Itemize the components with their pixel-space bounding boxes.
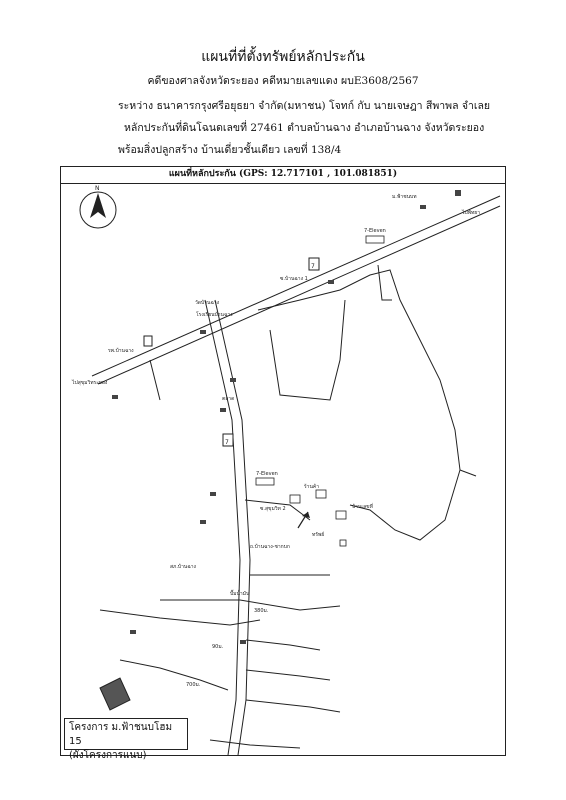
case-line: คดีของศาลจังหวัดระยอง คดีหมายเลขแดง ผบE3608/2567 <box>147 75 419 87</box>
building-line: พร้อมสิ่งปลูกสร้าง บ้านเดี่ยวชั้นเดียว เลขที่ 138/4 <box>118 144 342 156</box>
label-distance-90: 90ม. <box>212 644 224 650</box>
label-soi-2: ซ.สุขุมวิท 2 <box>260 506 286 512</box>
label-station: ปั๊มน้ำมัน <box>230 591 250 597</box>
project-box-line1: โครงการ ม.ฟ้าชนบโฮม 15 <box>69 722 173 747</box>
label-village: ม.ฟ้าชนบท <box>392 194 417 200</box>
project-box <box>64 718 188 761</box>
building-markers <box>112 190 461 644</box>
north-label: N <box>95 185 100 192</box>
label-soi-1: ซ.บ้านฉาง 1 <box>280 276 308 282</box>
label-store-2: 7-Eleven <box>256 471 278 477</box>
label-soi-3: ถ.บ้านฉาง-ชากบก <box>250 544 290 550</box>
label-distance-380: 380ม. <box>254 608 269 614</box>
label-distance-700: 700ม. <box>186 682 201 688</box>
sukhumvit-road-bottom <box>98 206 500 384</box>
label-school: โรงเรียนบ้านฉาง <box>196 312 233 318</box>
label-sukhumvit-right: ไปพัทยา <box>462 210 481 216</box>
north-arrow-icon <box>80 192 116 228</box>
label-store: 7-Eleven <box>364 228 386 234</box>
map-heading: แผนที่หลักประกัน (GPS: 12.717101 , 101.081851) <box>60 166 506 184</box>
collateral-arrow-icon <box>298 512 310 528</box>
svg-text:7: 7 <box>225 439 229 446</box>
project-box-line2: (ผังโครงการแนบ) <box>69 750 147 761</box>
project-site-icon <box>100 678 130 710</box>
parties-line: ระหว่าง ธนาคารกรุงศรีอยุธยา จำกัด(มหาชน) โจทก์ กับ นายเจษฎา สีพาพล จำเลย <box>118 100 491 112</box>
label-sukhumvit-left: ไปสุขุมวิทระยอง <box>72 380 108 386</box>
page-title: แผนที่ที่ตั้งทรัพย์หลักประกัน <box>201 49 365 65</box>
label-market: ตลาด <box>222 396 235 402</box>
label-shop-b: บ้านเลขที่ <box>352 504 373 510</box>
label-collateral: ทรัพย์ <box>312 532 325 538</box>
collateral-line: หลักประกันที่ดินโฉนดเลขที่ 27461 ตำบลบ้านฉาง อำเภอบ้านฉาง จังหวัดระยอง <box>124 122 485 134</box>
svg-text:7: 7 <box>311 263 315 270</box>
label-temple: วัดบ้านฉาง <box>195 300 220 306</box>
sukhumvit-road-top <box>92 196 500 376</box>
label-police: สภ.บ้านฉาง <box>170 564 196 570</box>
label-shop-a: ร้านค้า <box>304 484 320 490</box>
label-hospital: รพ.บ้านฉาง <box>108 348 134 354</box>
